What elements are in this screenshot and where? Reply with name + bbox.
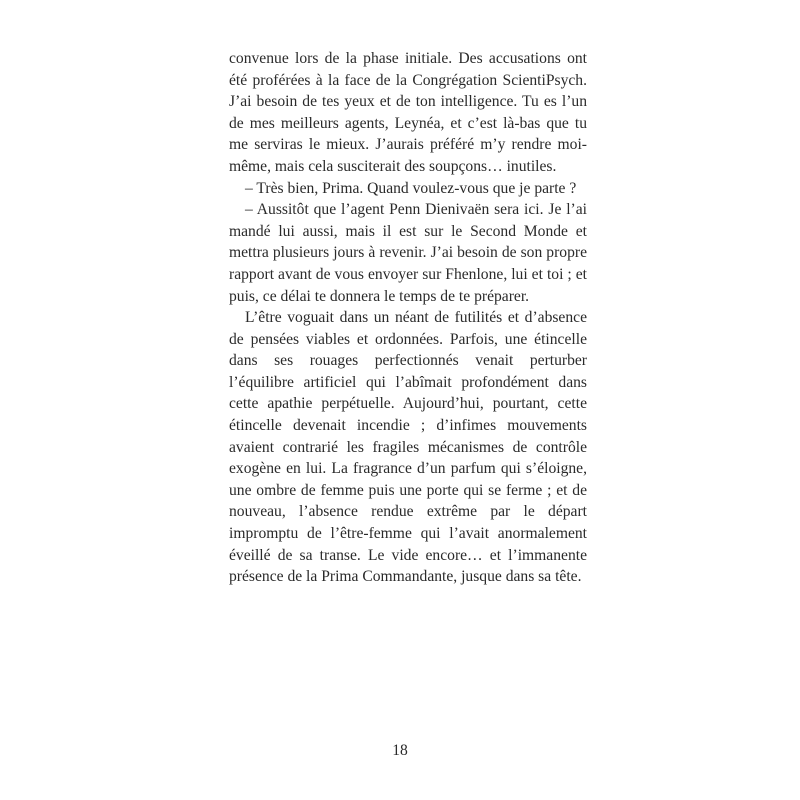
paragraph: – Aussitôt que l’agent Penn Dienivaën sera ici. Je l’ai mandé lui aussi, mais il est sur le Second Monde et mettra plusieurs jours à revenir. J’ai besoin de son propre rapport avant de vous envoyer sur Fhenlone, lui et toi ; et puis, ce délai te donnera le temps de te préparer. (229, 201, 587, 305)
text-section-dialogue (229, 48, 587, 307)
paragraph: convenue lors de la phase initiale. Des accusations ont été proférées à la face de la Congrégation ScientiPsych. J’ai besoin de tes yeux et de ton intelligence. Tu es l’un de mes meilleurs agents, Leynéa, et c’est là-bas que tu me serviras le mieux. J’aurais préféré m’y rendre moi-même, mais cela susciterait des soupçons… inutiles. (229, 50, 587, 175)
page-number: 18 (392, 742, 408, 759)
paragraph: – Très bien, Prima. Quand voulez-vous que je parte ? (245, 179, 577, 197)
text-section-narrative (229, 307, 587, 588)
paragraph: L’être voguait dans un néant de futilités et d’absence de pensées viables et ordonnées. Parfois, une étincelle dans ses rouages perfectionnés venait perturber l’équilibre artificiel qui l’abîmait profondément dans cette apathie perpétuelle. Aujourd’hui, pourtant, cette étincelle devenait incendie ; d’infimes mouvements avaient contrarié les fragiles mécanismes de contrôle exogène en lui. La fragrance d’un parfum qui s’éloigne, une ombre de femme puis une porte qui se ferme ; et de nouveau, l’absence rendue extrême par le départ impromptu de l’être-femme qui l’avait anormalement éveillé de sa transe. Le vide encore… et l’immanente présence de la Prima Commandante, jusque dans sa tête. (229, 309, 587, 586)
